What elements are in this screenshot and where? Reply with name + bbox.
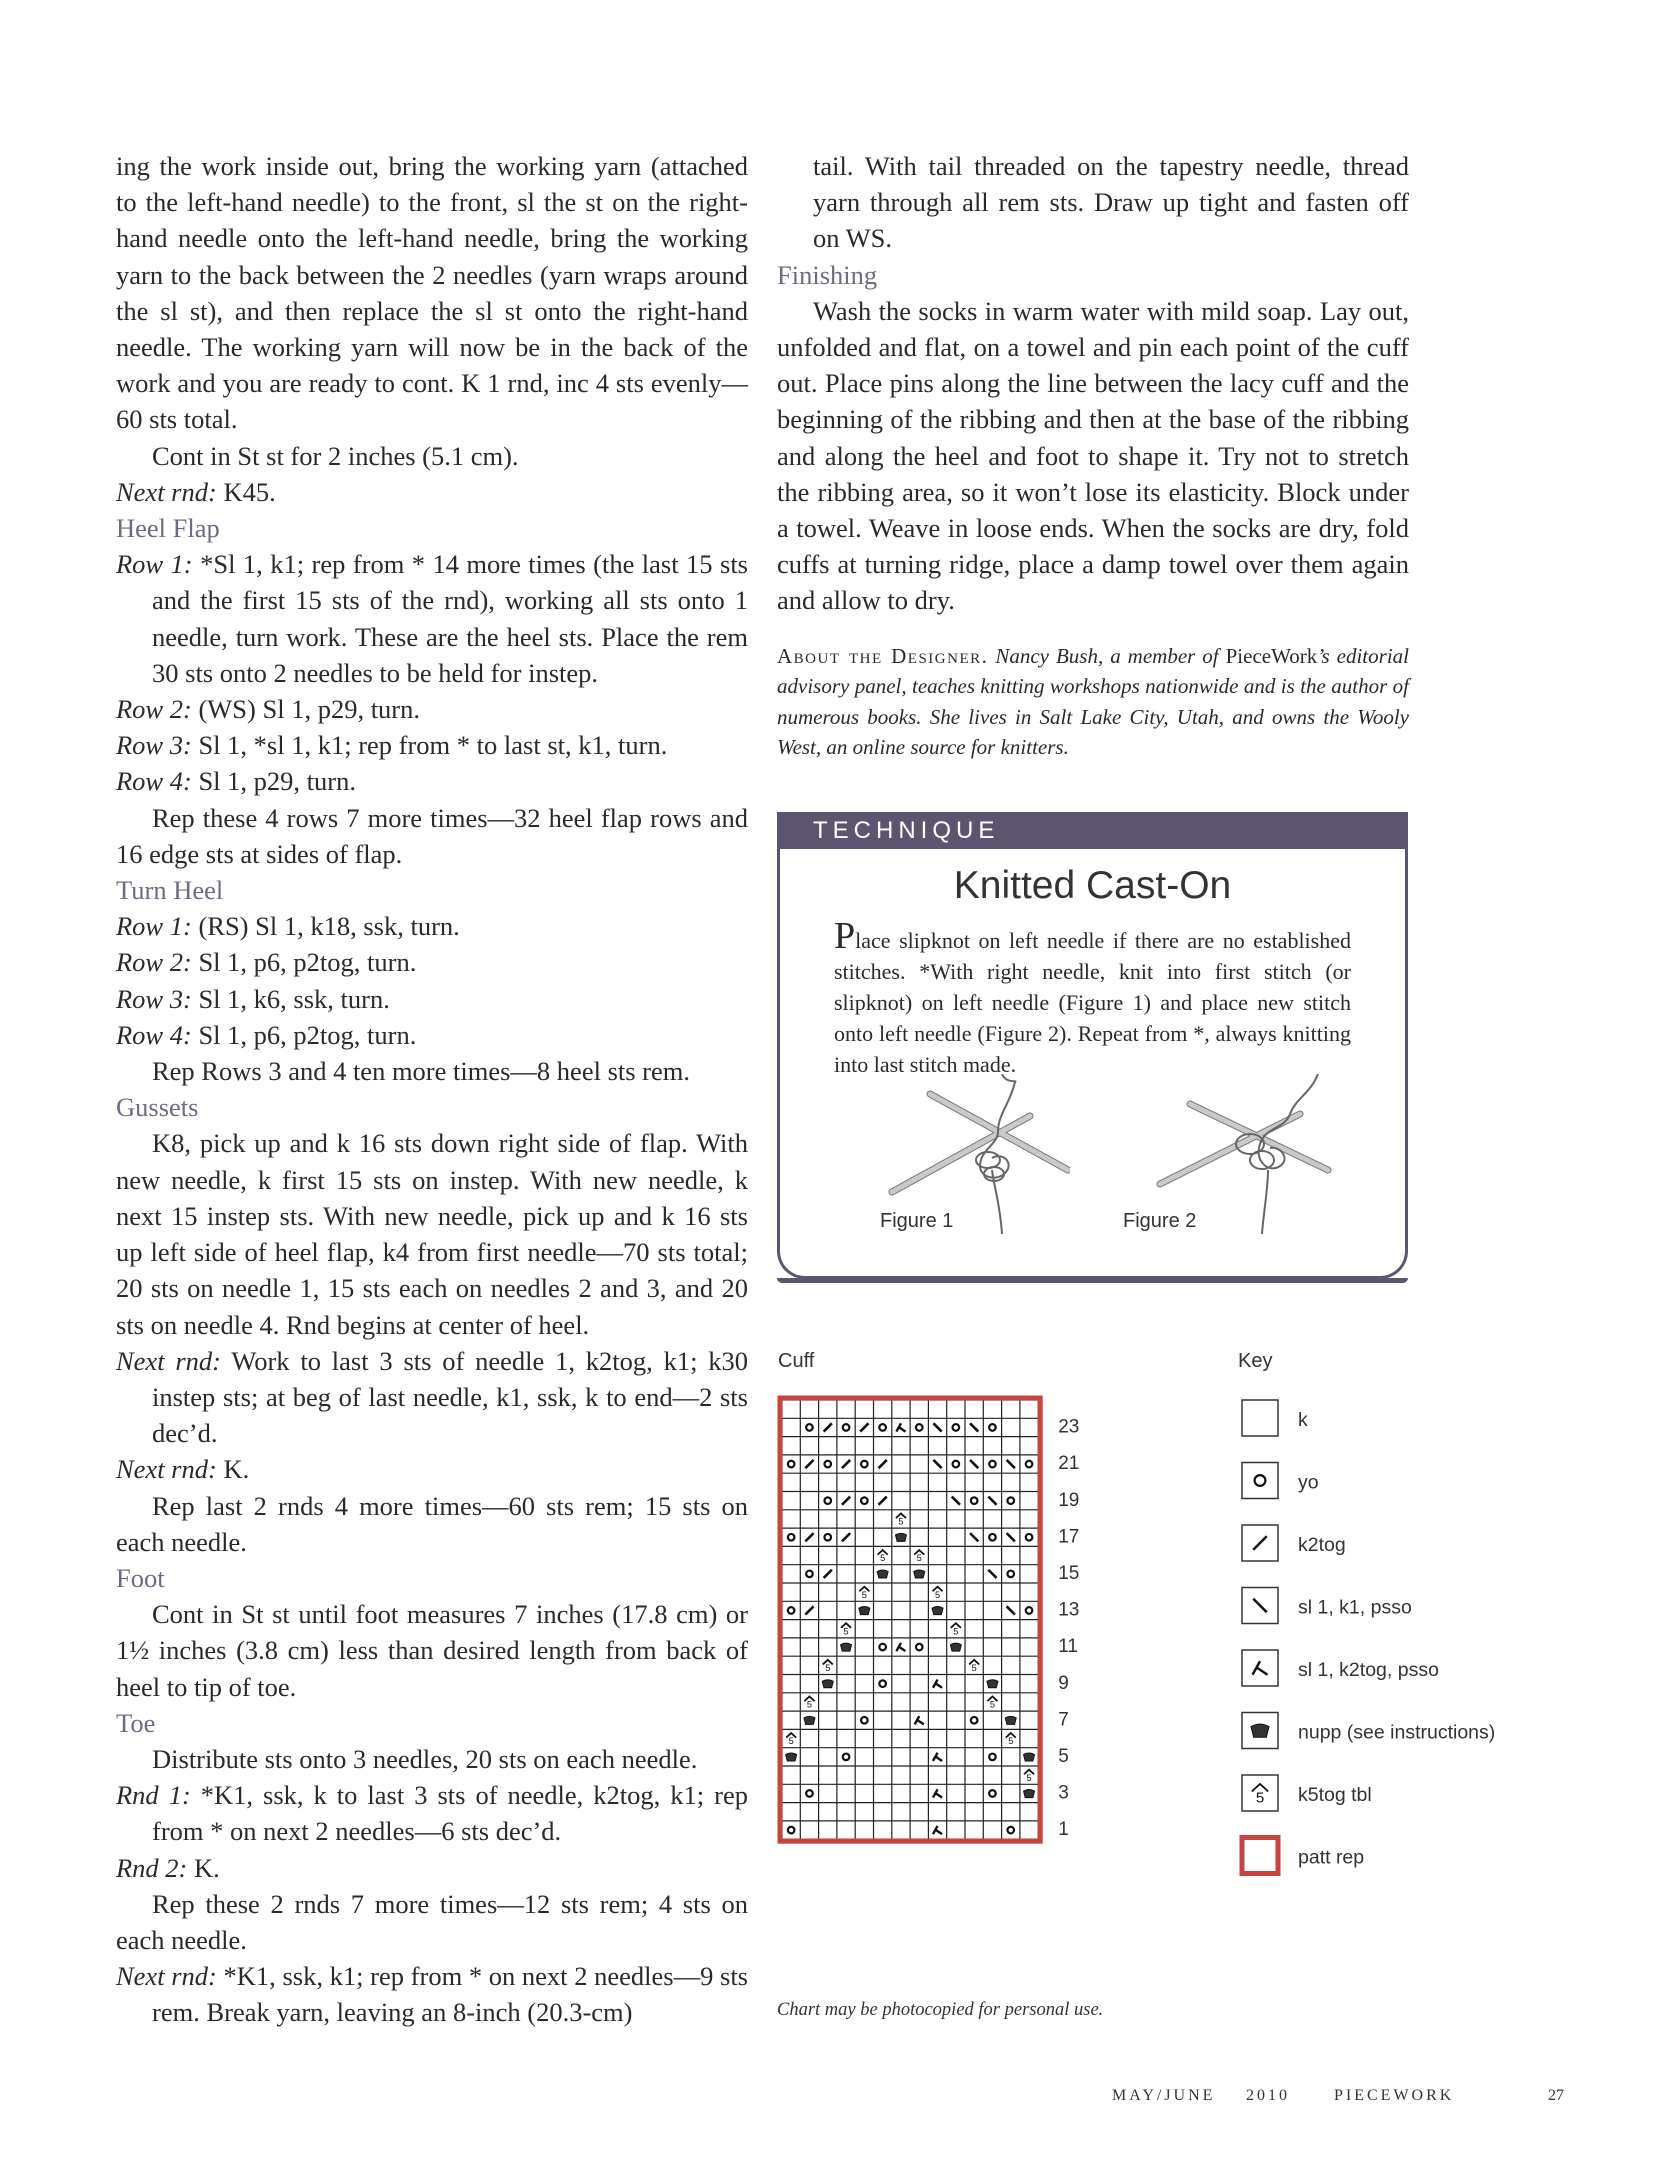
k2tog-symbol xyxy=(824,1423,832,1431)
yo-symbol xyxy=(788,1461,795,1468)
row-text: (WS) Sl 1, p29, turn. xyxy=(191,694,420,725)
technique-box xyxy=(777,812,1408,1279)
k5tog-number: 5 xyxy=(989,1699,995,1710)
k5tog-number: 5 xyxy=(806,1699,812,1710)
paragraph: ing the work inside out, bring the working yarn (attached to the left-hand needle) to the front, sl the st on the right-hand needle onto the left-hand needle, bring the working yarn to the back between the 2 needles (yarn wraps around the sl st), and then replace the sl st onto the right-hand needle. The working yarn will now be in the back of the work and you are ready to cont. K 1 rnd, inc 4 sts evenly—60 sts total. xyxy=(116,151,748,435)
row-label: Row 3: xyxy=(116,983,192,1014)
instruction-line xyxy=(116,1451,748,1487)
row-number: 1 xyxy=(1058,1819,1069,1841)
k2tog-symbol xyxy=(842,1497,850,1505)
technique-text xyxy=(834,915,1351,1080)
sk2p-symbol xyxy=(933,1753,942,1761)
paragraph: Cont in St st until foot measures 7 inches (17.8 cm) or 1½ inches (3.8 cm) less than desired length from back of heel to tip of toe. xyxy=(116,1599,748,1702)
k5tog-number: 5 xyxy=(1255,1789,1265,1807)
yo-symbol xyxy=(1007,1497,1014,1504)
nupp-symbol xyxy=(914,1570,925,1578)
yo-symbol xyxy=(824,1497,831,1504)
ssk-symbol xyxy=(952,1497,960,1505)
key-label: k2tog xyxy=(1298,1534,1346,1556)
key-item xyxy=(1242,1400,1308,1436)
yo-symbol xyxy=(788,1607,795,1614)
paragraph: Rep Rows 3 and 4 ten more times—8 heel sts rem. xyxy=(152,1056,691,1087)
key-item xyxy=(1242,1775,1372,1811)
ssk-symbol xyxy=(1007,1606,1015,1614)
yo-symbol xyxy=(1026,1607,1033,1614)
k5tog-number: 5 xyxy=(861,1589,867,1600)
section-heading-gussets: Gussets xyxy=(116,1092,199,1123)
row-number: 9 xyxy=(1058,1672,1069,1694)
instruction-line xyxy=(116,1850,748,1886)
ssk-symbol xyxy=(970,1533,978,1541)
row-text: Sl 1, p6, p2tog, turn. xyxy=(191,947,417,978)
designer-text: Nancy Bush, a member of xyxy=(988,643,1226,668)
k2tog-symbol xyxy=(860,1423,868,1431)
k5tog-number: 5 xyxy=(1026,1772,1032,1783)
nupp-symbol xyxy=(859,1607,870,1615)
drop-cap: P xyxy=(834,915,856,957)
technique-body: lace slipknot on left needle if there are no established stitches. *With right needle, knit into first stitch (or slipknot) on left needle (Figure 1) and place new stitch onto left needle (Figure 2). Repeat from *, always knitting into last stitch made. xyxy=(834,928,1351,1077)
paragraph: K8, pick up and k 16 sts down right side of flap. With new needle, k first 15 sts on instep. With new needle, k next 15 instep sts. With new needle, pick up and k 16 sts up left side of heel flap, k4 from first needle—70 sts total; 20 sts on needle 1, 15 sts each on needles 2 and 3, and 20 sts on needle 4. Rnd begins at center of heel. xyxy=(116,1128,748,1340)
k5tog-number: 5 xyxy=(1008,1736,1014,1747)
yo-symbol xyxy=(1007,1827,1014,1834)
instruction-line xyxy=(116,1343,748,1452)
yo-symbol xyxy=(989,1534,996,1541)
row-text: Sl 1, k6, ssk, turn. xyxy=(191,983,390,1014)
key-label: sl 1, k1, psso xyxy=(1298,1596,1412,1619)
sk2p-symbol xyxy=(915,1716,924,1724)
k2tog-symbol xyxy=(824,1570,832,1578)
nupp-symbol xyxy=(895,1533,906,1541)
k2tog-symbol xyxy=(805,1460,813,1468)
yo-symbol xyxy=(971,1717,978,1724)
key-rep-box xyxy=(1242,1838,1278,1874)
nupp-symbol xyxy=(877,1570,888,1578)
sk2p-symbol xyxy=(933,1826,942,1834)
nupp-symbol xyxy=(822,1680,833,1688)
sk2p-symbol xyxy=(933,1789,942,1797)
row-number: 15 xyxy=(1058,1562,1080,1584)
yo-symbol xyxy=(1007,1571,1014,1578)
k5tog-number: 5 xyxy=(971,1663,977,1674)
yo-symbol xyxy=(1026,1534,1033,1541)
paragraph: Rep last 2 rnds 4 more times—60 sts rem; 15 sts on each needle. xyxy=(116,1490,748,1557)
row-text: Sl 1, p29, turn. xyxy=(191,766,356,797)
nupp-symbol xyxy=(841,1643,852,1651)
row-number: 11 xyxy=(1058,1636,1078,1658)
right-column xyxy=(777,148,1409,784)
chart-caption: Chart may be photocopied for personal use. xyxy=(777,2000,1104,2020)
k2tog-symbol xyxy=(842,1533,850,1541)
yo-symbol xyxy=(971,1497,978,1504)
paragraph: Cont in St st for 2 inches (5.1 cm). xyxy=(152,440,519,471)
ssk-symbol xyxy=(970,1423,978,1431)
ssk-symbol xyxy=(1007,1533,1015,1541)
section-heading-heel-flap: Heel Flap xyxy=(116,513,220,544)
yo-symbol xyxy=(989,1790,996,1797)
ssk-symbol xyxy=(933,1460,941,1468)
yo-symbol xyxy=(861,1461,868,1468)
sk2p-symbol xyxy=(896,1643,905,1651)
row-label: Row 2: xyxy=(116,947,192,978)
row-text: K45. xyxy=(216,476,276,507)
row-label: Next rnd: xyxy=(116,1961,217,1992)
key-item xyxy=(1242,1650,1439,1686)
yo-symbol xyxy=(824,1461,831,1468)
key-label: sl 1, k2tog, psso xyxy=(1298,1659,1439,1681)
yo-symbol xyxy=(1026,1461,1033,1468)
k2tog-symbol xyxy=(879,1497,887,1505)
yo-symbol xyxy=(806,1790,813,1797)
key-box xyxy=(1242,1650,1278,1686)
row-number: 17 xyxy=(1058,1526,1080,1548)
ssk-symbol xyxy=(988,1570,996,1578)
key-label: k xyxy=(1298,1409,1308,1431)
row-label: Rnd 2: xyxy=(116,1852,188,1883)
cuff-chart xyxy=(770,1370,1190,2000)
key-item xyxy=(1242,1525,1346,1561)
nupp-symbol xyxy=(1024,1753,1035,1761)
ssk-symbol xyxy=(933,1423,941,1431)
instruction-line xyxy=(116,691,748,727)
sk2p-symbol xyxy=(896,1423,905,1431)
nupp-symbol xyxy=(804,1716,815,1724)
row-label: Row 1: xyxy=(116,549,193,580)
left-column xyxy=(116,148,748,2031)
row-label: Next rnd: xyxy=(116,476,217,507)
k2tog-symbol xyxy=(805,1533,813,1541)
paragraph: Rep these 4 rows 7 more times—32 heel flap rows and 16 edge sts at sides of flap. xyxy=(116,802,748,869)
nupp-symbol xyxy=(1251,1724,1269,1737)
yo-symbol xyxy=(989,1754,996,1761)
key-label: nupp (see instructions) xyxy=(1298,1721,1496,1744)
nupp-symbol xyxy=(786,1753,797,1761)
instruction-line xyxy=(116,981,748,1017)
yo-symbol xyxy=(879,1644,886,1651)
k2tog-symbol xyxy=(805,1606,813,1614)
instruction-line xyxy=(116,908,748,944)
instruction-line xyxy=(116,1777,748,1849)
row-label: Rnd 1: xyxy=(116,1780,191,1811)
technique-band: TECHNIQUE xyxy=(777,812,1408,849)
instruction-line xyxy=(116,763,748,799)
yo-symbol xyxy=(953,1461,960,1468)
yo-symbol xyxy=(824,1534,831,1541)
row-number: 21 xyxy=(1058,1453,1080,1475)
ssk-symbol xyxy=(988,1497,996,1505)
footer-year: 2010 xyxy=(1246,2087,1290,2104)
designer-label: About the Designer. xyxy=(777,643,989,668)
row-number: 13 xyxy=(1058,1599,1080,1621)
yo-symbol xyxy=(861,1497,868,1504)
about-designer xyxy=(777,641,1409,763)
key-label: yo xyxy=(1298,1471,1319,1494)
yo-symbol xyxy=(843,1424,850,1431)
paragraph: Rep these 2 rnds 7 more times—12 sts rem; 4 sts on each needle. xyxy=(116,1888,748,1955)
row-text: *Sl 1, k1; rep from * 14 more times (the last 15 sts and the first 15 sts of the rnd), working all sts onto 1 needle, turn work. These are the heel sts. Place the rem 30 sts onto 2 needles to be held for instep. xyxy=(152,549,748,688)
nupp-symbol xyxy=(1024,1790,1035,1798)
section-heading-turn-heel: Turn Heel xyxy=(116,875,224,906)
row-text: K. xyxy=(216,1454,250,1485)
technique-title: Knitted Cast-On xyxy=(953,864,1232,907)
row-label: Row 4: xyxy=(116,766,192,797)
k5tog-number: 5 xyxy=(953,1626,959,1637)
row-text: (RS) Sl 1, k18, ssk, turn. xyxy=(191,911,460,942)
instruction-line xyxy=(116,1958,748,2030)
chart-key xyxy=(1230,1370,1630,1890)
k5tog-number: 5 xyxy=(935,1589,941,1600)
page-number: 27 xyxy=(1548,2087,1564,2104)
key-box xyxy=(1242,1400,1278,1436)
instruction-line xyxy=(116,944,748,980)
k5tog-number: 5 xyxy=(880,1553,886,1564)
ssk-symbol xyxy=(1007,1460,1015,1468)
nupp-symbol xyxy=(932,1607,943,1615)
k2tog-symbol xyxy=(842,1460,850,1468)
row-label: Next rnd: xyxy=(116,1345,222,1376)
row-text: K. xyxy=(187,1852,220,1883)
key-item xyxy=(1242,1588,1412,1624)
nupp-symbol xyxy=(950,1643,961,1651)
ssk-symbol xyxy=(970,1460,978,1468)
row-text: Work to last 3 sts of needle 1, k2tog, k1; k30 instep sts; at beg of last needle, k1, ssk, k to end—2 sts dec’d. xyxy=(152,1345,748,1449)
row-number: 7 xyxy=(1058,1709,1069,1731)
key-item xyxy=(1242,1838,1364,1874)
row-text: *K1, ssk, k to last 3 sts of needle, k2tog, k1; rep from * on next 2 needles—6 sts dec’d. xyxy=(152,1780,748,1847)
designer-text: ’s editorial advisory panel, teaches knitting workshops nationwide and is the author of numerous books. She lives in Salt Lake City, Utah, and owns the Wooly West, an online source for knitters. xyxy=(777,643,1409,760)
yo-symbol xyxy=(788,1534,795,1541)
k5tog-number: 5 xyxy=(788,1736,794,1747)
paragraph: Wash the socks in warm water with mild soap. Lay out, unfolded and flat, on a towel and pin each point of the cuff out. Place pins along the line between the lacy cuff and the beginning of the ribbing and then at the base of the ribbing and along the heel and foot to shape it. Try not to stretch the ribbing area, so it won’t lose its elasticity. Block under a towel. Weave in loose ends. When the socks are dry, fold cuffs at turning ridge, place a damp towel over them again and allow to dry. xyxy=(777,295,1409,616)
paragraph: Distribute sts onto 3 needles, 20 sts on each needle. xyxy=(152,1743,698,1774)
instruction-line xyxy=(116,474,748,510)
paragraph: tail. With tail threaded on the tapestry needle, thread yarn through all rem sts. Draw up tight and fasten off on WS. xyxy=(813,151,1409,254)
yo-symbol xyxy=(843,1754,850,1761)
row-label: Row 1: xyxy=(116,911,192,942)
row-number: 23 xyxy=(1058,1416,1080,1438)
yo-symbol xyxy=(989,1424,996,1431)
yo-symbol xyxy=(916,1424,923,1431)
key-item xyxy=(1242,1713,1495,1749)
row-text: *K1, ssk, k1; rep from * on next 2 needles—9 sts rem. Break yarn, leaving an 8-inch (20.3-cm) xyxy=(152,1961,748,2028)
yo-symbol xyxy=(916,1644,923,1651)
k5tog-number: 5 xyxy=(843,1626,849,1637)
instruction-line xyxy=(116,727,748,763)
yo-symbol xyxy=(861,1717,868,1724)
row-number: 5 xyxy=(1058,1745,1069,1767)
key-title: Key xyxy=(1238,1350,1273,1372)
key-label: k5tog tbl xyxy=(1298,1784,1372,1806)
key-box xyxy=(1242,1463,1278,1499)
yo-symbol xyxy=(953,1424,960,1431)
sk2p-symbol xyxy=(933,1680,942,1688)
row-label: Next rnd: xyxy=(116,1454,217,1485)
k5tog-number: 5 xyxy=(898,1516,904,1527)
row-label: Row 2: xyxy=(116,694,192,725)
row-label: Row 3: xyxy=(116,730,192,761)
instruction-line xyxy=(116,546,748,691)
yo-symbol xyxy=(989,1461,996,1468)
section-heading-foot: Foot xyxy=(116,1562,165,1593)
yo-symbol xyxy=(879,1424,886,1431)
k2tog-symbol xyxy=(879,1460,887,1468)
row-label: Row 4: xyxy=(116,1019,192,1050)
k5tog-number: 5 xyxy=(916,1553,922,1564)
yo-symbol xyxy=(879,1680,886,1687)
key-label: patt rep xyxy=(1298,1846,1365,1869)
yo-symbol xyxy=(788,1827,795,1834)
k5tog-number: 5 xyxy=(825,1663,831,1674)
yo-symbol xyxy=(806,1571,813,1578)
section-heading-finishing: Finishing xyxy=(777,259,878,290)
footer-issue: MAY/JUNE xyxy=(1112,2087,1216,2104)
instruction-line xyxy=(116,1017,748,1053)
row-number: 3 xyxy=(1058,1782,1069,1804)
figure-1-caption: Figure 1 xyxy=(880,1210,954,1232)
key-item xyxy=(1242,1463,1319,1499)
nupp-symbol xyxy=(987,1680,998,1688)
chart-grid xyxy=(782,1400,1038,1839)
section-heading-toe: Toe xyxy=(116,1707,156,1738)
row-number: 19 xyxy=(1058,1489,1080,1511)
yo-symbol xyxy=(806,1424,813,1431)
row-text: Sl 1, p6, p2tog, turn. xyxy=(191,1019,417,1050)
footer-magazine: PIECEWORK xyxy=(1334,2087,1455,2104)
chart-title: Cuff xyxy=(778,1350,815,1372)
magazine-name: PieceWork xyxy=(1225,643,1318,668)
row-text: Sl 1, *sl 1, k1; rep from * to last st, k1, turn. xyxy=(191,730,668,761)
nupp-symbol xyxy=(1005,1716,1016,1724)
figure-2-caption: Figure 2 xyxy=(1123,1210,1197,1232)
